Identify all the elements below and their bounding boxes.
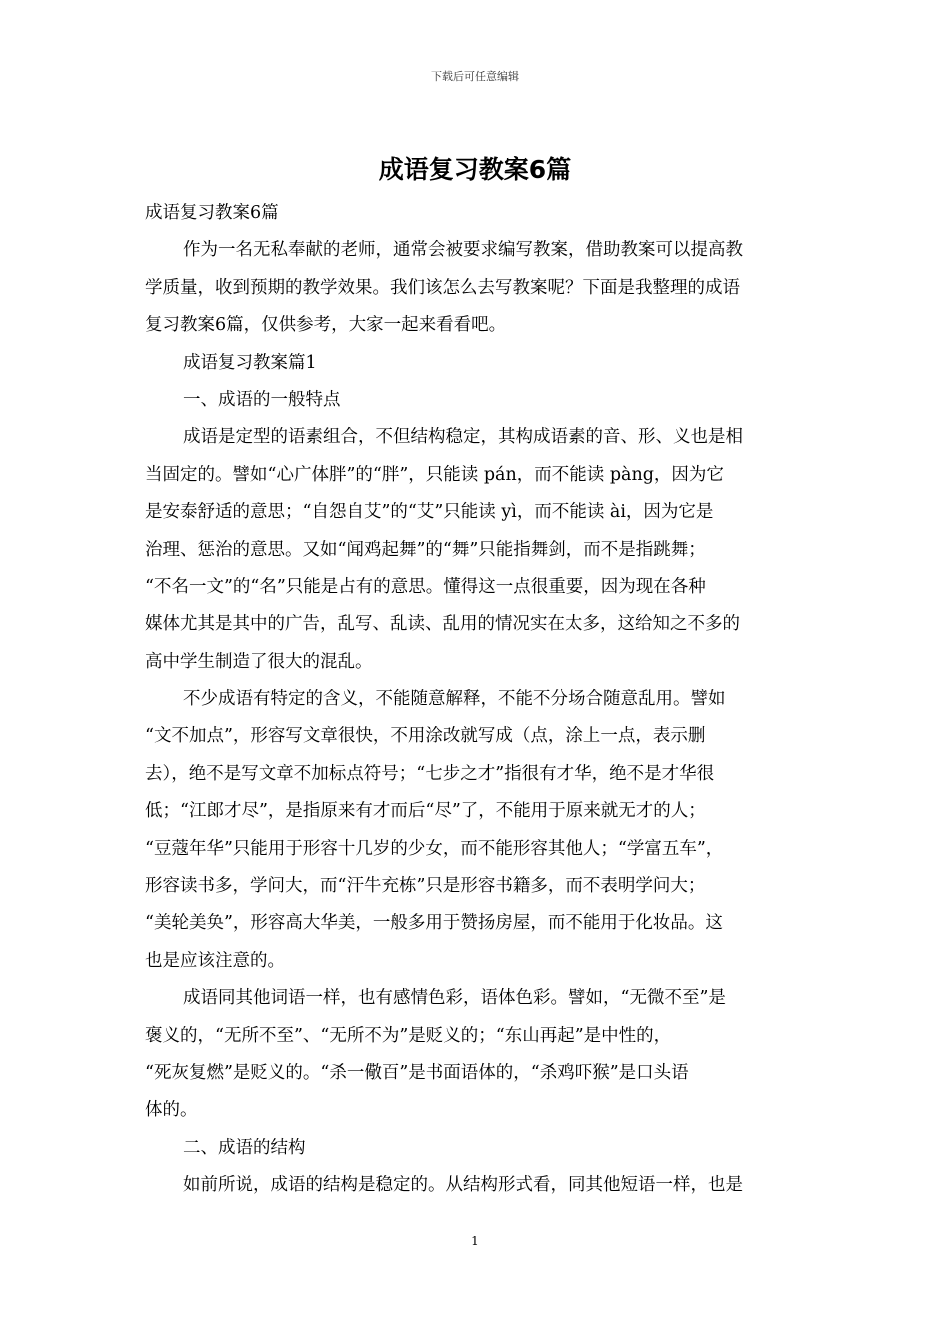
paragraph-line: 治理、惩治的意思。又如“闻鸡起舞”的“舞”只能指舞剑，而不是指跳舞； bbox=[145, 539, 706, 560]
paragraph-line: “死灰复燃”是贬义的。“杀一儆百”是书面语体的，“杀鸡吓猴”是口头语 bbox=[145, 1062, 689, 1083]
paragraph-line: 成语是定型的语素组合，不但结构稳定，其构成语素的音、形、义也是相 bbox=[183, 427, 743, 448]
page-number: 1 bbox=[471, 1234, 479, 1248]
paragraph-line: 低；“江郎才尽”，是指原来有才而后“尽”了，不能用于原来就无才的人； bbox=[145, 801, 706, 822]
paragraph-line: 褒义的，“无所不至”、“无所不为”是贬义的；“东山再起”是中性的， bbox=[145, 1025, 672, 1046]
paragraph-line: 去），绝不是写文章不加标点符号；“七步之才”指很有才华，绝不是才华很 bbox=[145, 763, 715, 784]
paragraph-line: 也是应该注意的。 bbox=[145, 950, 285, 971]
section-heading: 二、成语的结构 bbox=[183, 1137, 306, 1158]
paragraph-line: 不少成语有特定的含义，不能随意解释，不能不分场合随意乱用。譬如 bbox=[183, 689, 726, 710]
paragraph-line: 如前所说，成语的结构是稳定的。从结构形式看，同其他短语一样，也是 bbox=[183, 1175, 743, 1196]
document-body bbox=[145, 199, 810, 1209]
paragraph-line: 是安泰舒适的意思；“自怨自艾”的“艾”只能读 yì，而不能读 ài，因为它是 bbox=[145, 502, 714, 523]
paragraph-line: 当固定的。譬如“心广体胖”的“胖”，只能读 pán，而不能读 pàng，因为它 bbox=[145, 464, 724, 485]
section-heading: 成语复习教案篇1 bbox=[183, 352, 317, 373]
paragraph-line: “豆蔻年华”只能用于形容十几岁的少女，而不能形容其他人；“学富五车”， bbox=[145, 838, 724, 859]
paragraph-line: 复习教案6篇，仅供参考，大家一起来看看吧。 bbox=[145, 315, 507, 336]
paragraph-line: 形容读书多，学问大，而“汗牛充栋”只是形容书籍多，而不表明学问大； bbox=[145, 876, 706, 897]
paragraph-line: “不名一文”的“名”只能是占有的意思。懂得这一点很重要，因为现在各种 bbox=[145, 576, 706, 597]
paragraph-line: 作为一名无私奉献的老师，通常会被要求编写教案，借助教案可以提高教 bbox=[183, 240, 743, 261]
paragraph-line: 成语同其他词语一样，也有感情色彩，语体色彩。譬如，“无微不至”是 bbox=[183, 988, 726, 1009]
header-note: 下载后可任意编辑 bbox=[431, 70, 519, 83]
section-heading: 一、成语的一般特点 bbox=[183, 389, 341, 410]
paragraph-line: “文不加点”，形容写文章很快，不用涂改就写成（点，涂上一点，表示删 bbox=[145, 726, 706, 747]
subtitle-line: 成语复习教案6篇 bbox=[145, 203, 279, 223]
paragraph-line: 高中学生制造了很大的混乱。 bbox=[145, 651, 373, 672]
document-title: 成语复习教案6篇 bbox=[378, 155, 572, 184]
paragraph-line: “美轮美奂”，形容高大华美，一般多用于赞扬房屋，而不能用于化妆品。这 bbox=[145, 913, 723, 934]
paragraph-line: 媒体尤其是其中的广告，乱写、乱读、乱用的情况实在太多，这给知之不多的 bbox=[145, 614, 740, 635]
paragraph-line: 学质量，收到预期的教学效果。我们该怎么去写教案呢？下面是我整理的成语 bbox=[145, 277, 740, 298]
paragraph-line: 体的。 bbox=[145, 1100, 198, 1121]
